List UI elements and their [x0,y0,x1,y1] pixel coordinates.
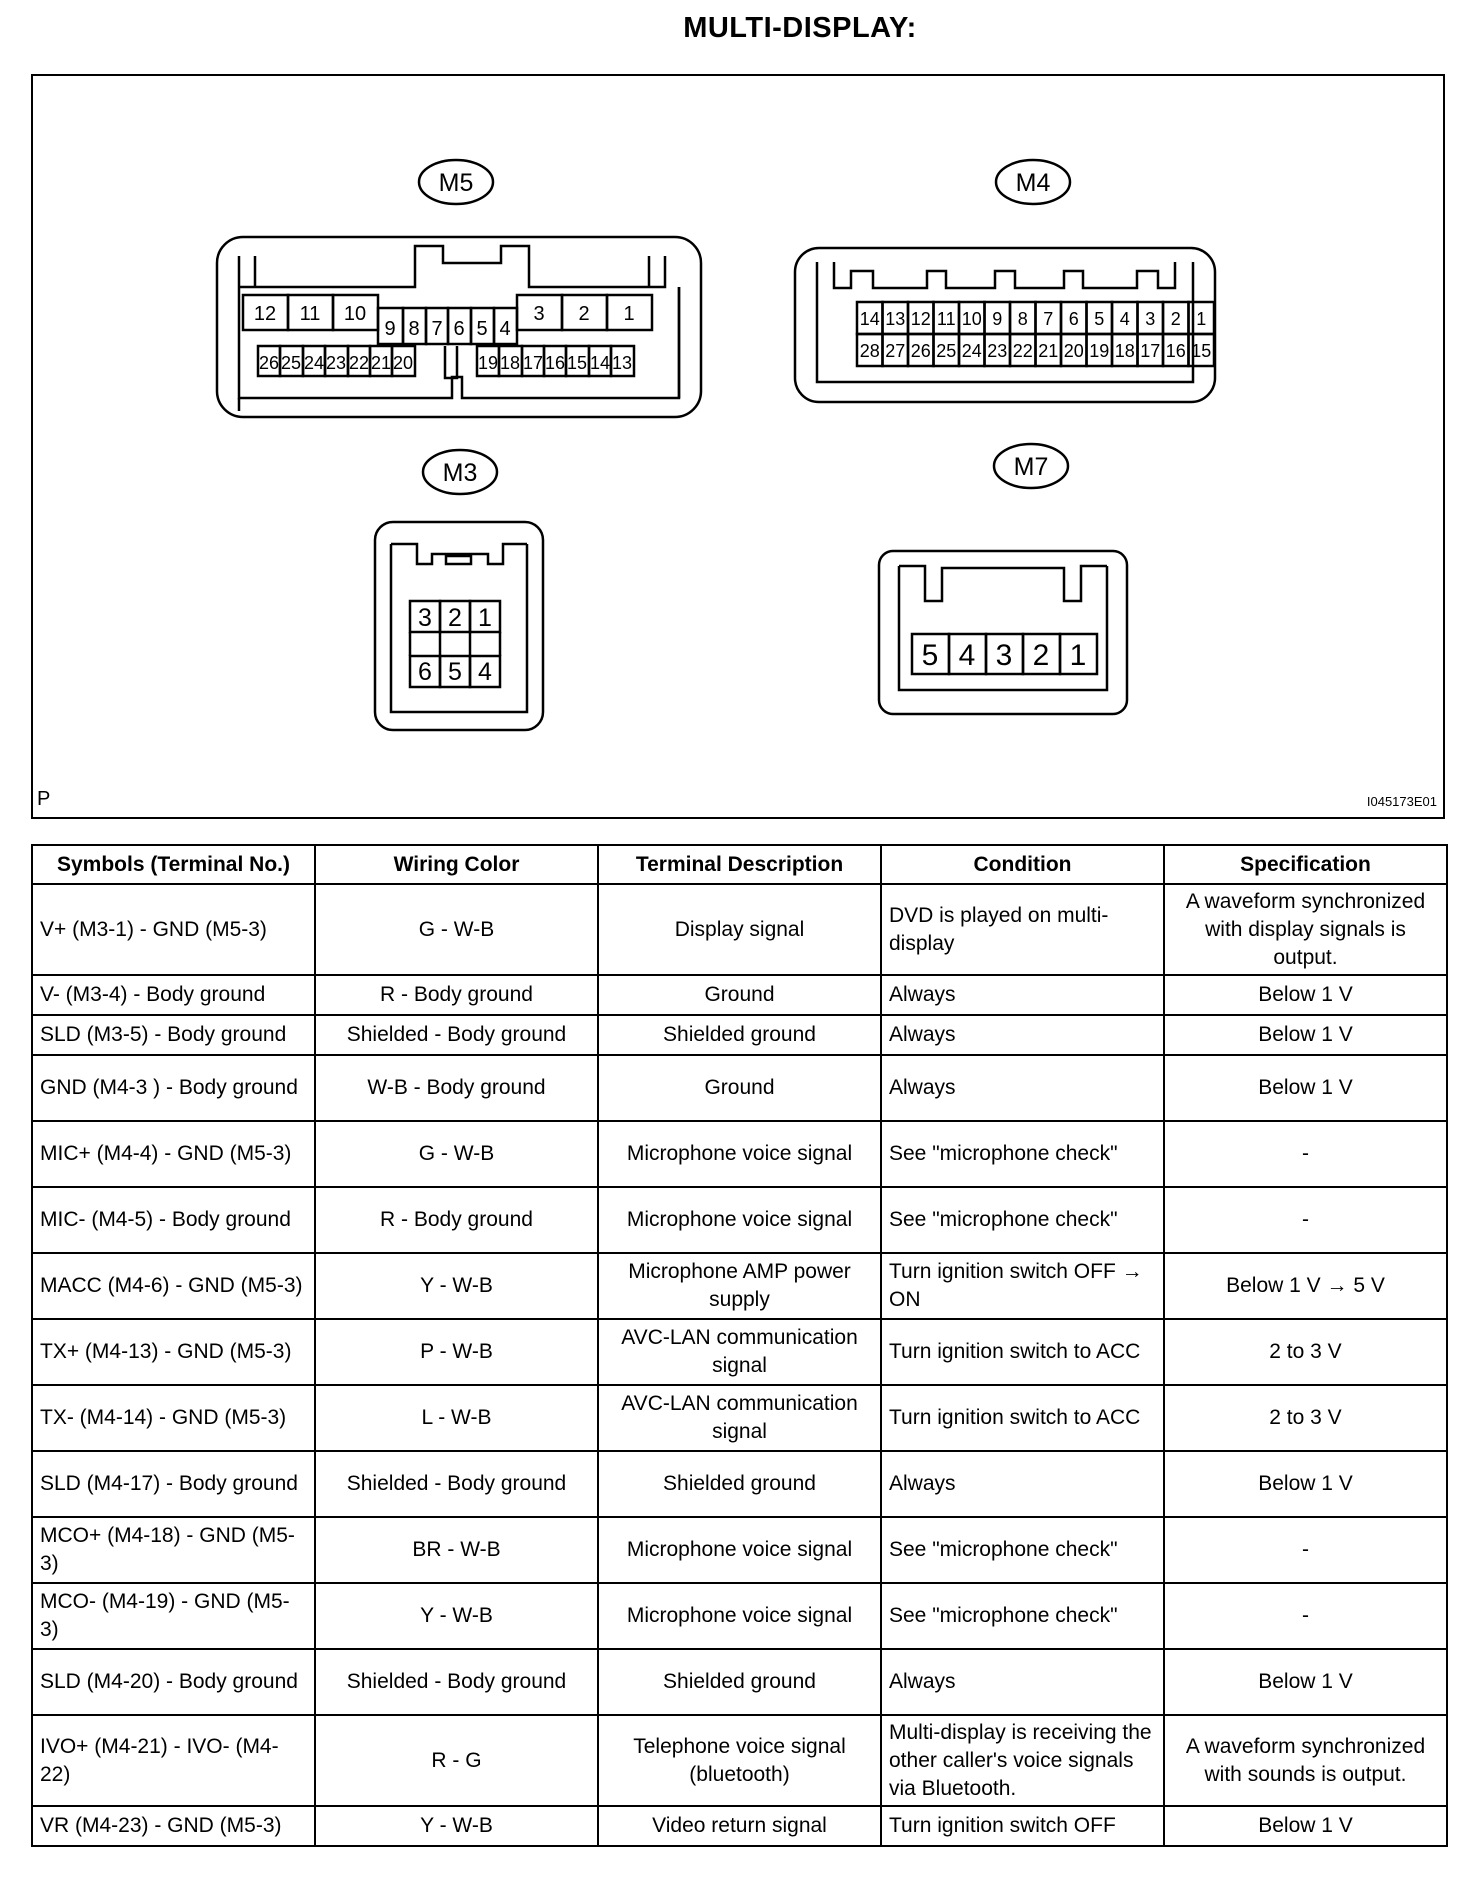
m5-pin-14: 14 [589,353,611,373]
header-wiring-color: Wiring Color [315,845,598,884]
m5-pin-8: 8 [408,318,420,340]
table-row [32,1187,1447,1253]
table-row [32,1583,1447,1649]
cell-condition: Multi-display is receiving the other caller's voice signals via Bluetooth. [881,1715,1164,1806]
cell-description: Shielded ground [598,1451,881,1517]
m5-pin-13: 13 [611,353,633,373]
cell-description: Video return signal [598,1806,881,1846]
table-row [32,1319,1447,1385]
m4-pin-9: 9 [992,309,1003,329]
m5-pin-25: 25 [280,353,302,373]
cell-description: Microphone voice signal [598,1583,881,1649]
m5-pin-20: 20 [392,353,414,373]
m3-pin-4: 4 [478,658,492,686]
table-row [32,1055,1447,1121]
cell-wiring-color: Y - W-B [315,1806,598,1846]
m7-pin-5: 5 [921,639,939,672]
m5-pin-6: 6 [453,318,465,340]
cell-wiring-color: BR - W-B [315,1517,598,1583]
m4-pin-14: 14 [859,309,880,329]
m4-pin-21: 21 [1038,341,1059,361]
table-row [32,884,1447,975]
m4-pin-4: 4 [1119,309,1130,329]
cell-wiring-color: Shielded - Body ground [315,1015,598,1055]
table-row [32,1806,1447,1846]
m5-pin-17: 17 [522,353,544,373]
cell-specification: Below 1 V [1164,1015,1447,1055]
terminal-table [31,844,1448,1847]
m5-pin-2: 2 [578,303,590,325]
m4-pin-3: 3 [1145,309,1156,329]
m5-pin-16: 16 [544,353,566,373]
connector-m7-label: M7 [1013,453,1049,481]
cell-condition: Always [881,1055,1164,1121]
cell-condition: See "microphone check" [881,1583,1164,1649]
cell-description: Microphone voice signal [598,1517,881,1583]
table-row [32,1253,1447,1319]
cell-description: Display signal [598,884,881,975]
cell-description: Microphone voice signal [598,1121,881,1187]
m5-pin-9: 9 [384,318,396,340]
cell-description: Ground [598,1055,881,1121]
cell-symbol: SLD (M4-20) - Body ground [32,1649,315,1715]
cell-symbol: TX+ (M4-13) - GND (M5-3) [32,1319,315,1385]
table-row [32,1451,1447,1517]
m7-pin-1: 1 [1069,639,1087,672]
cell-symbol: MCO- (M4-19) - GND (M5-3) [32,1583,315,1649]
table-row [32,975,1447,1015]
table-row [32,1121,1447,1187]
connector-drawing [33,76,1442,816]
cell-symbol: V+ (M3-1) - GND (M5-3) [32,884,315,975]
header-condition: Condition [881,845,1164,884]
cell-specification: Below 1 V → 5 V [1164,1253,1447,1319]
cell-description: Microphone AMP power supply [598,1253,881,1319]
cell-symbol: MIC- (M4-5) - Body ground [32,1187,315,1253]
m4-pin-24: 24 [961,341,982,361]
cell-symbol: MCO+ (M4-18) - GND (M5-3) [32,1517,315,1583]
table-row [32,1715,1447,1806]
connector-m4-label: M4 [1015,169,1051,197]
m4-pin-16: 16 [1165,341,1186,361]
table-row [32,1015,1447,1055]
cell-description: Telephone voice signal (bluetooth) [598,1715,881,1806]
m4-pin-27: 27 [885,341,906,361]
m4-pin-18: 18 [1114,341,1135,361]
cell-specification: A waveform synchronized with display signals is output. [1164,884,1447,975]
m5-pin-11: 11 [299,303,321,325]
cell-description: AVC-LAN communication signal [598,1319,881,1385]
m4-pin-2: 2 [1170,309,1181,329]
table-row [32,1385,1447,1451]
cell-condition: See "microphone check" [881,1121,1164,1187]
figure-id: I045173E01 [1366,794,1437,809]
cell-description: Microphone voice signal [598,1187,881,1253]
m5-pin-26: 26 [258,353,280,373]
m5-pin-23: 23 [325,353,347,373]
m5-pin-7: 7 [431,318,443,340]
m5-pin-1: 1 [623,303,635,325]
cell-specification: - [1164,1583,1447,1649]
page-title: MULTI-DISPLAY: [683,12,917,44]
header-terminal-description: Terminal Description [598,845,881,884]
m4-pin-19: 19 [1089,341,1110,361]
cell-condition: Always [881,975,1164,1015]
cell-wiring-color: R - Body ground [315,975,598,1015]
cell-specification: Below 1 V [1164,1055,1447,1121]
cell-wiring-color: R - Body ground [315,1187,598,1253]
m4-pin-23: 23 [987,341,1008,361]
m5-pin-10: 10 [343,303,367,325]
m4-pin-7: 7 [1043,309,1054,329]
cell-symbol: GND (M4-3 ) - Body ground [32,1055,315,1121]
corner-code: P [37,788,51,810]
cell-wiring-color: G - W-B [315,1121,598,1187]
connector-m5-label: M5 [438,169,474,197]
cell-symbol: SLD (M3-5) - Body ground [32,1015,315,1055]
m4-pin-8: 8 [1017,309,1028,329]
m4-pin-1: 1 [1196,309,1207,329]
m4-pin-6: 6 [1068,309,1079,329]
m5-pin-21: 21 [370,353,392,373]
cell-condition: Always [881,1015,1164,1055]
connector-m3-label: M3 [442,459,478,487]
cell-symbol: SLD (M4-17) - Body ground [32,1451,315,1517]
m3-pin-2: 2 [448,604,462,632]
cell-description: Shielded ground [598,1015,881,1055]
cell-symbol: MIC+ (M4-4) - GND (M5-3) [32,1121,315,1187]
cell-description: AVC-LAN communication signal [598,1385,881,1451]
table-row [32,1517,1447,1583]
cell-wiring-color: G - W-B [315,884,598,975]
cell-specification: Below 1 V [1164,1451,1447,1517]
cell-specification: Below 1 V [1164,1649,1447,1715]
cell-wiring-color: Y - W-B [315,1253,598,1319]
m4-pin-5: 5 [1094,309,1105,329]
cell-specification: Below 1 V [1164,975,1447,1015]
cell-description: Shielded ground [598,1649,881,1715]
cell-condition: Turn ignition switch OFF → ON [881,1253,1164,1319]
m5-pin-12: 12 [253,303,277,325]
m5-pin-5: 5 [476,318,488,340]
m4-pin-20: 20 [1063,341,1084,361]
cell-condition: See "microphone check" [881,1517,1164,1583]
cell-symbol: IVO+ (M4-21) - IVO- (M4-22) [32,1715,315,1806]
cell-symbol: TX- (M4-14) - GND (M5-3) [32,1385,315,1451]
cell-specification: A waveform synchronized with sounds is output. [1164,1715,1447,1806]
m4-pin-11: 11 [936,309,956,329]
cell-condition: Turn ignition switch to ACC [881,1385,1164,1451]
m4-pin-22: 22 [1012,341,1033,361]
m5-pin-24: 24 [303,353,325,373]
connector-m5 [217,160,701,417]
cell-condition: Always [881,1451,1164,1517]
m5-pin-18: 18 [499,353,521,373]
m4-pin-12: 12 [910,309,931,329]
cell-condition: Always [881,1649,1164,1715]
cell-wiring-color: W-B - Body ground [315,1055,598,1121]
cell-wiring-color: R - G [315,1715,598,1806]
connector-m7 [879,444,1127,714]
connector-m4 [795,160,1215,402]
m5-pin-15: 15 [566,353,588,373]
m3-pin-3: 3 [418,604,432,632]
connector-m3 [375,450,543,730]
m4-pin-26: 26 [910,341,931,361]
cell-specification: 2 to 3 V [1164,1385,1447,1451]
cell-wiring-color: Shielded - Body ground [315,1451,598,1517]
cell-symbol: MACC (M4-6) - GND (M5-3) [32,1253,315,1319]
m5-pin-3: 3 [533,303,545,325]
table-header-row [32,845,1447,884]
m5-pin-19: 19 [477,353,499,373]
m3-pin-6: 6 [418,658,432,686]
m5-pin-22: 22 [348,353,370,373]
m7-pin-4: 4 [958,639,976,672]
cell-wiring-color: Shielded - Body ground [315,1649,598,1715]
connector-diagram [31,74,1445,819]
m4-pin-25: 25 [936,341,957,361]
m7-pin-3: 3 [995,639,1013,672]
cell-specification: 2 to 3 V [1164,1319,1447,1385]
cell-wiring-color: Y - W-B [315,1583,598,1649]
cell-specification: - [1164,1517,1447,1583]
cell-condition: See "microphone check" [881,1187,1164,1253]
cell-specification: - [1164,1187,1447,1253]
header-symbols: Symbols (Terminal No.) [32,845,315,884]
table-row [32,1649,1447,1715]
cell-description: Ground [598,975,881,1015]
cell-wiring-color: L - W-B [315,1385,598,1451]
cell-specification: - [1164,1121,1447,1187]
m4-pin-17: 17 [1140,341,1161,361]
cell-symbol: VR (M4-23) - GND (M5-3) [32,1806,315,1846]
m5-pin-4: 4 [499,318,511,340]
m3-pin-5: 5 [448,658,462,686]
m3-pin-1: 1 [478,604,492,632]
m4-pin-10: 10 [961,309,982,329]
cell-wiring-color: P - W-B [315,1319,598,1385]
header-specification: Specification [1164,845,1447,884]
cell-condition: Turn ignition switch to ACC [881,1319,1164,1385]
m7-pin-2: 2 [1032,639,1050,672]
cell-condition: DVD is played on multi-display [881,884,1164,975]
m4-pin-13: 13 [885,309,906,329]
cell-condition: Turn ignition switch OFF [881,1806,1164,1846]
m4-pin-15: 15 [1191,341,1212,361]
m4-pin-28: 28 [859,341,880,361]
cell-specification: Below 1 V [1164,1806,1447,1846]
cell-symbol: V- (M3-4) - Body ground [32,975,315,1015]
